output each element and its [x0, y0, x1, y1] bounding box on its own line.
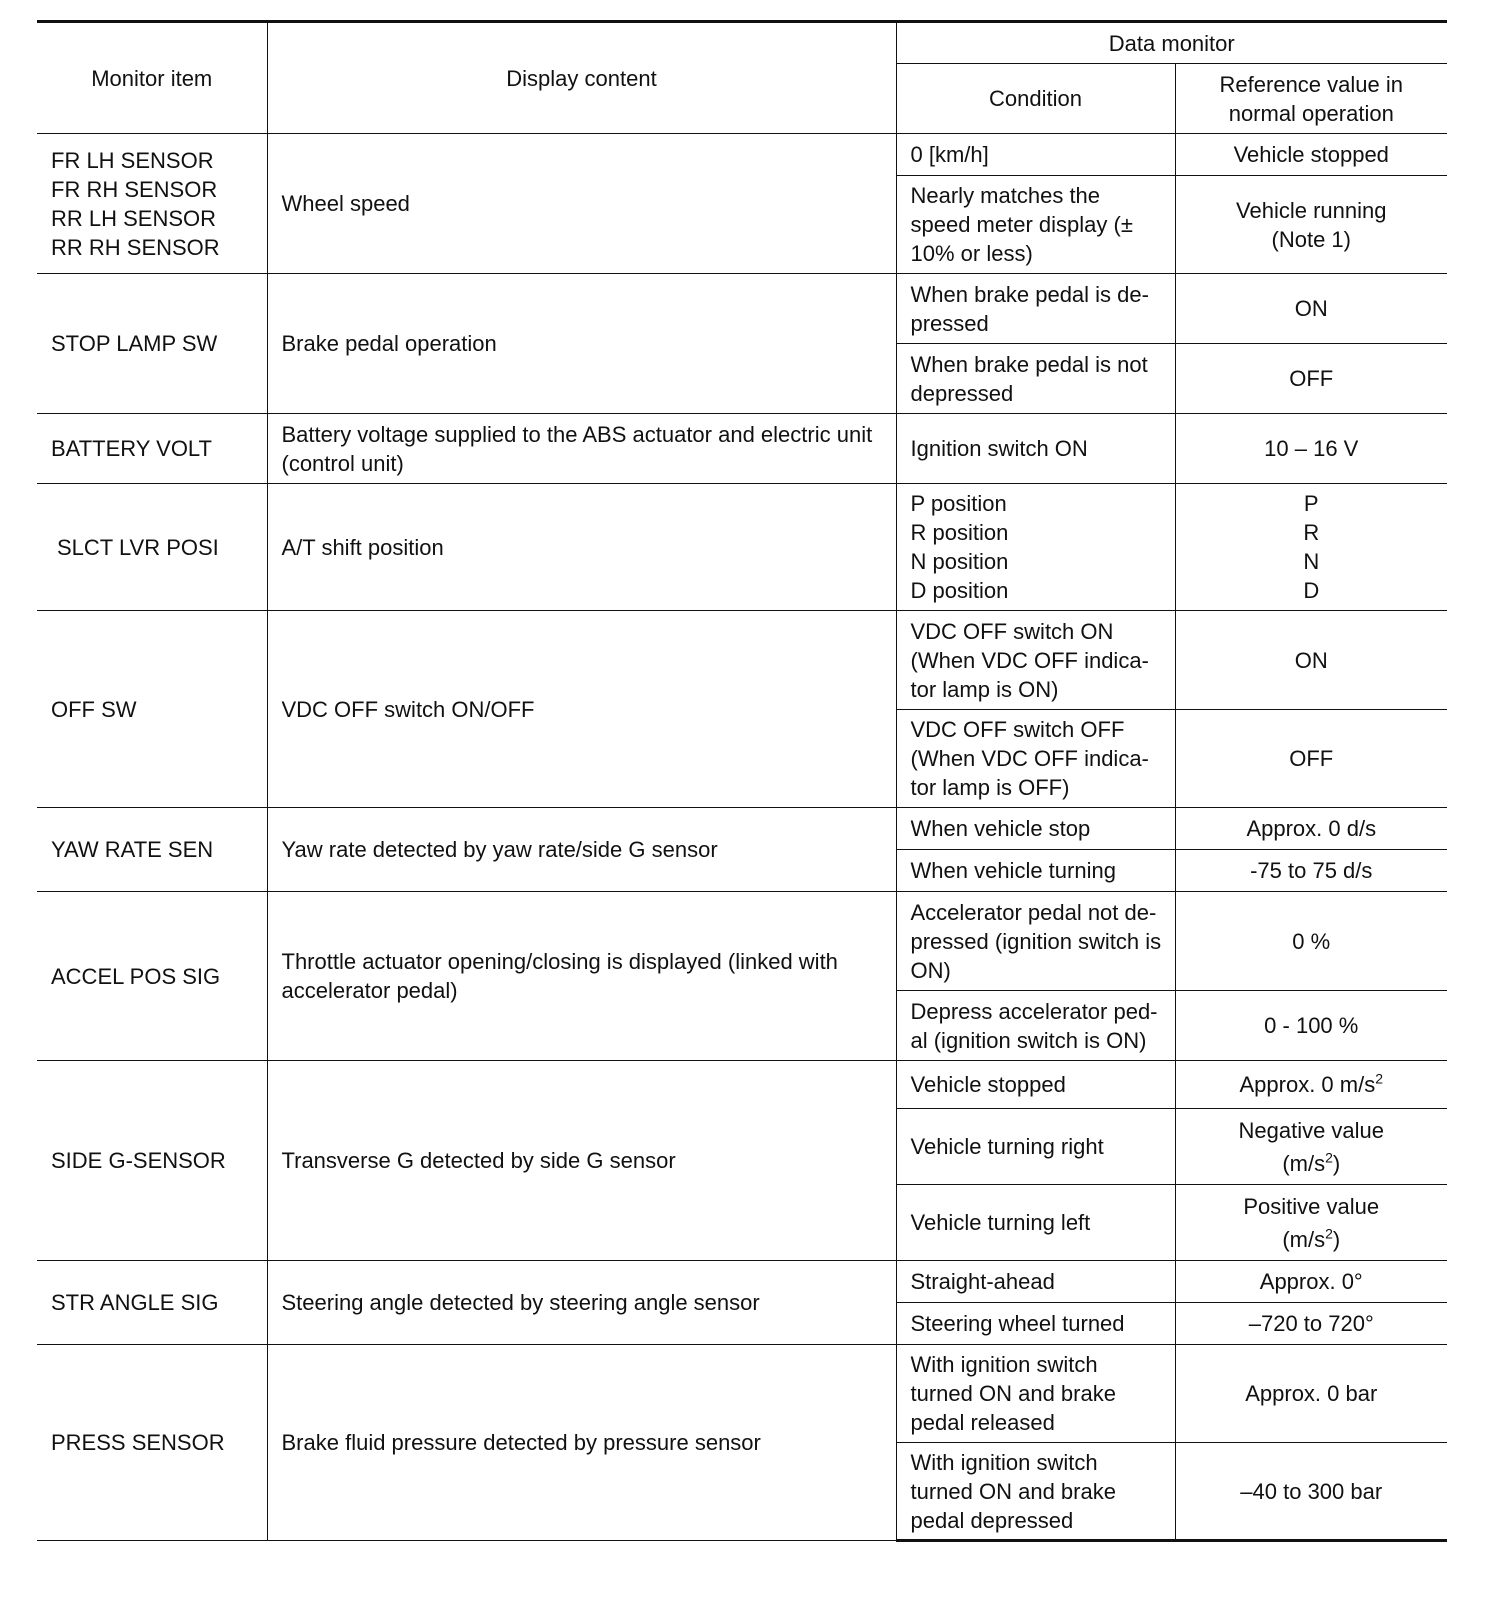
monitor-item: SLCT LVR POSI	[37, 484, 267, 611]
reference-value-cell: Approx. 0°	[1175, 1261, 1447, 1303]
condition-cell: Ignition switch ON	[896, 414, 1175, 484]
reference-value-cell: OFF	[1175, 710, 1447, 808]
reference-value-cell	[1175, 484, 1447, 611]
condition-line: al (ignition switch is ON)	[910, 1027, 1147, 1053]
unit-tail: )	[1332, 1226, 1341, 1252]
condition-line: (When VDC OFF indica-	[910, 647, 1149, 673]
condition-line: R position	[910, 520, 1009, 545]
header-reference-line2: normal operation	[1228, 100, 1394, 126]
display-content: Brake fluid pressure detected by pressure sensor	[267, 1345, 896, 1541]
reference-value-line: Vehicle running	[1236, 197, 1387, 223]
reference-value-cell: Approx. 0 d/s	[1175, 808, 1447, 850]
monitor-item: YAW RATE SEN	[37, 808, 267, 892]
reference-value-cell: 0 %	[1175, 892, 1447, 991]
header-data-monitor: Data monitor	[896, 22, 1447, 64]
condition-cell: Nearly matches the speed meter display (± 10% or less)	[896, 176, 1175, 274]
reference-value-cell: -75 to 75 d/s	[1175, 850, 1447, 892]
reference-value-line: Negative value	[1238, 1117, 1385, 1143]
condition-cell	[896, 710, 1175, 808]
condition-line: Accelerator pedal not de-	[910, 899, 1157, 925]
condition-line: With ignition switch	[910, 1449, 1098, 1475]
condition-line: tor lamp is ON)	[910, 676, 1059, 702]
condition-line: turned ON and brake	[910, 1478, 1116, 1504]
reference-value-cell: 0 - 100 %	[1175, 991, 1447, 1061]
condition-cell: When vehicle turning	[896, 850, 1175, 892]
reference-value-line: Positive value	[1243, 1193, 1380, 1219]
monitor-item	[37, 134, 267, 274]
reference-value-line	[1190, 1223, 1434, 1256]
table-row	[37, 134, 1447, 176]
superscript: 2	[1325, 1225, 1333, 1242]
monitor-item-line: FR RH SENSOR	[51, 176, 218, 202]
reference-value-cell: ON	[1175, 274, 1447, 344]
condition-line: ON)	[910, 957, 951, 983]
reference-value-line: R	[1303, 520, 1320, 545]
display-content: Wheel speed	[267, 134, 896, 274]
condition-cell	[896, 611, 1175, 710]
display-content: A/T shift position	[267, 484, 896, 611]
monitor-item: STR ANGLE SIG	[37, 1261, 267, 1345]
reference-value-cell: ON	[1175, 611, 1447, 710]
condition-line: tor lamp is OFF)	[910, 775, 1070, 800]
header-monitor-item: Monitor item	[37, 22, 267, 134]
condition-line: Depress accelerator ped-	[910, 998, 1158, 1024]
condition-line: P position	[910, 491, 1007, 516]
condition-line: pressed (ignition switch is	[910, 928, 1162, 954]
display-content: Battery voltage supplied to the ABS actuator and electric unit (control unit)	[267, 414, 896, 484]
display-content: VDC OFF switch ON/OFF	[267, 611, 896, 808]
condition-cell: Vehicle turning right	[896, 1109, 1175, 1185]
header-condition: Condition	[896, 64, 1175, 134]
unit-tail: )	[1332, 1150, 1341, 1176]
reference-value-line: N	[1303, 549, 1320, 574]
monitor-item-line: FR LH SENSOR	[51, 147, 214, 173]
reference-value-cell: –40 to 300 bar	[1175, 1443, 1447, 1541]
reference-value-cell: OFF	[1175, 344, 1447, 414]
condition-line: pedal depressed	[910, 1507, 1074, 1533]
reference-value-line: (Note 1)	[1271, 226, 1351, 252]
condition-cell: 0 [km/h]	[896, 134, 1175, 176]
condition-line: VDC OFF switch ON	[910, 618, 1114, 644]
reference-value-line: P	[1303, 491, 1319, 516]
monitor-item: OFF SW	[37, 611, 267, 808]
reference-value-cell	[1175, 1185, 1447, 1261]
reference-value-cell: 10 – 16 V	[1175, 414, 1447, 484]
condition-cell	[896, 1345, 1175, 1443]
table-row	[37, 274, 1447, 344]
reference-value-cell: Approx. 0 bar	[1175, 1345, 1447, 1443]
condition-line: (When VDC OFF indica-	[910, 746, 1149, 771]
unit-text: (m/s	[1282, 1226, 1326, 1252]
reference-value-line: D	[1303, 578, 1320, 603]
condition-cell: Steering wheel turned	[896, 1303, 1175, 1345]
monitor-item: SIDE G-SENSOR	[37, 1061, 267, 1261]
reference-value-cell: –720 to 720°	[1175, 1303, 1447, 1345]
header-display-content: Display content	[267, 22, 896, 134]
monitor-item-line: RR RH SENSOR	[51, 234, 220, 260]
condition-line: pedal released	[910, 1410, 1055, 1435]
display-content: Steering angle detected by steering angle sensor	[267, 1261, 896, 1345]
monitor-item: BATTERY VOLT	[37, 414, 267, 484]
condition-line: turned ON and brake	[910, 1381, 1116, 1406]
monitor-item: STOP LAMP SW	[37, 274, 267, 414]
table-row	[37, 484, 1447, 611]
monitor-item-line: RR LH SENSOR	[51, 205, 217, 231]
reference-value-cell	[1175, 176, 1447, 274]
condition-cell: Vehicle stopped	[896, 1061, 1175, 1109]
reference-value-cell	[1175, 1061, 1447, 1109]
condition-line: VDC OFF switch OFF	[910, 717, 1125, 742]
reference-value-line	[1190, 1147, 1434, 1180]
reference-value-cell	[1175, 1109, 1447, 1185]
header-reference-line1: Reference value in	[1219, 71, 1403, 97]
condition-cell: Vehicle turning left	[896, 1185, 1175, 1261]
condition-line: N position	[910, 549, 1009, 574]
condition-cell	[896, 1443, 1175, 1541]
table-row	[37, 1061, 1447, 1109]
superscript: 2	[1375, 1070, 1384, 1087]
reference-value-cell: Vehicle stopped	[1175, 134, 1447, 176]
condition-cell: Straight-ahead	[896, 1261, 1175, 1303]
table-row	[37, 611, 1447, 710]
monitor-item: PRESS SENSOR	[37, 1345, 267, 1541]
display-content: Brake pedal operation	[267, 274, 896, 414]
condition-line: D position	[910, 578, 1009, 603]
table-row	[37, 808, 1447, 850]
table-row	[37, 1261, 1447, 1303]
display-content: Transverse G detected by side G sensor	[267, 1061, 896, 1261]
table-row	[37, 892, 1447, 991]
data-monitor-table	[37, 20, 1447, 1542]
display-content: Yaw rate detected by yaw rate/side G sensor	[267, 808, 896, 892]
display-content: Throttle actuator opening/closing is displayed (linked with accelerator pedal)	[267, 892, 896, 1061]
monitor-item: ACCEL POS SIG	[37, 892, 267, 1061]
condition-cell: When brake pedal is de- pressed	[896, 274, 1175, 344]
condition-cell	[896, 892, 1175, 991]
condition-cell: When vehicle stop	[896, 808, 1175, 850]
condition-line: With ignition switch	[910, 1352, 1098, 1377]
table-row	[37, 1345, 1447, 1443]
condition-cell	[896, 991, 1175, 1061]
superscript: 2	[1325, 1149, 1333, 1166]
unit-text: (m/s	[1282, 1150, 1326, 1176]
reference-value-text: Approx. 0 m/s	[1239, 1072, 1376, 1097]
table-row	[37, 414, 1447, 484]
header-reference-value	[1175, 64, 1447, 134]
condition-cell	[896, 484, 1175, 611]
condition-cell: When brake pedal is not depressed	[896, 344, 1175, 414]
